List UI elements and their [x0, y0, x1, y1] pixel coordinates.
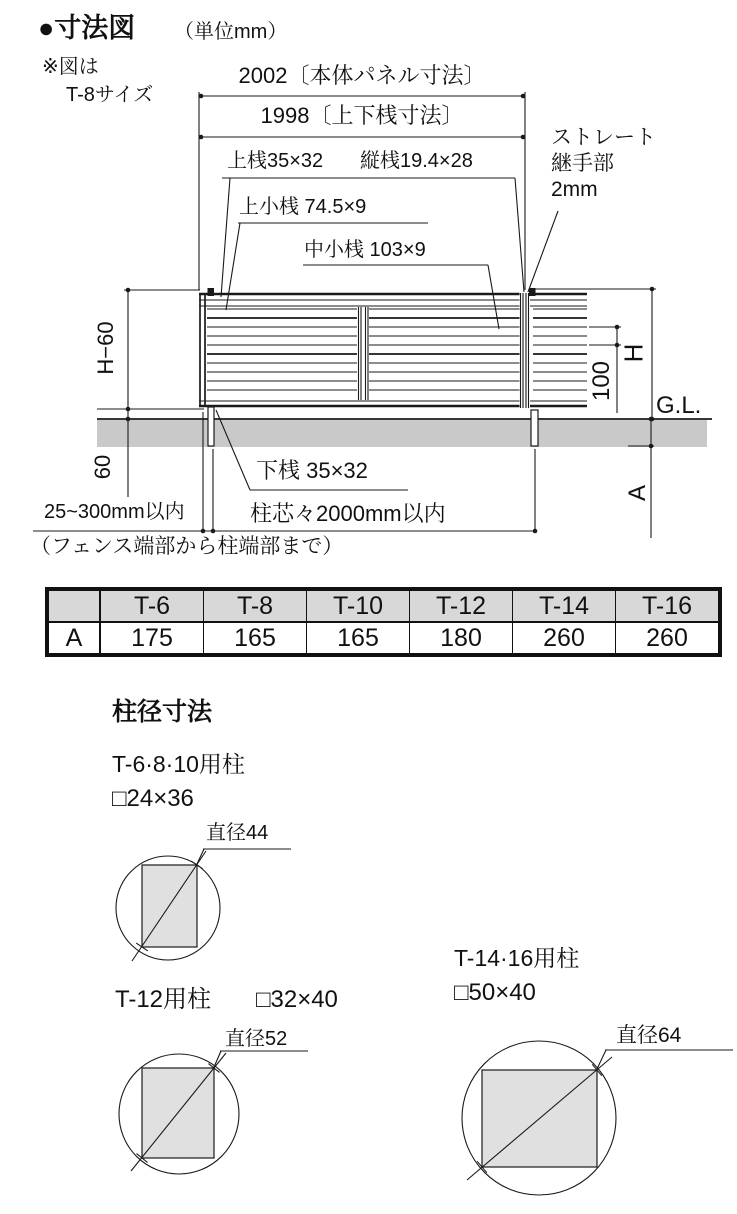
post-figure-large — [462, 1041, 733, 1195]
table-header-row — [47, 589, 720, 622]
table-value-t10: 165 — [307, 622, 410, 655]
table-header-t6: T-6 — [100, 589, 204, 622]
dim-60: 60 — [89, 454, 115, 480]
ground-band — [97, 419, 712, 447]
fence-slats-right — [533, 309, 587, 390]
dim-panel-width: 2002〔本体パネル寸法〕 — [238, 63, 486, 88]
left-post-underground — [208, 407, 214, 446]
table-header-t12: T-12 — [410, 589, 513, 622]
unit-note: （単位mm） — [174, 21, 288, 43]
dim-rail-width: 1998〔上下桟寸法〕 — [260, 103, 464, 128]
post3-label: T-14·16用柱 — [454, 945, 580, 971]
label-bottom-rail: 下桟 35×32 — [256, 458, 368, 483]
table-value-t16: 260 — [616, 622, 721, 655]
table-header-t8: T-8 — [204, 589, 307, 622]
left-post-cap — [208, 288, 215, 296]
post2-size: □32×40 — [256, 986, 338, 1013]
post1-size: □24×36 — [112, 785, 194, 812]
dim-edge-range: 25~300mm以内 — [44, 501, 185, 523]
table-row-label: A — [47, 622, 100, 655]
size-note-line1: ※図は — [42, 56, 99, 78]
label-joint-line1: ストレート — [551, 126, 656, 149]
label-joint-gap: 2mm — [551, 178, 598, 201]
table-value-t8: 165 — [204, 622, 307, 655]
right-post-cap — [529, 288, 536, 296]
post2-diameter: 直径52 — [225, 1028, 288, 1050]
dim-post-pitch: 柱芯々2000mm以内 — [250, 501, 446, 526]
dim-100: 100 — [587, 360, 615, 402]
table-value-t14: 260 — [513, 622, 616, 655]
post1-label: T-6·8·10用柱 — [112, 751, 245, 777]
table-header-t14: T-14 — [513, 589, 616, 622]
middle-vertical-rail — [357, 307, 369, 400]
label-upper-small-rail: 上小桟 74.5×9 — [239, 196, 367, 218]
size-note-line2: T-8サイズ — [66, 84, 154, 106]
size-spec-table — [45, 587, 722, 657]
dim-a: A — [623, 484, 651, 502]
label-middle-small-rail: 中小桟 103×9 — [304, 239, 426, 261]
post3-diameter: 直径64 — [616, 1024, 682, 1047]
table-value-t6: 175 — [100, 622, 204, 655]
left-vertical-rail — [200, 293, 205, 406]
post2-label: T-12用柱 — [115, 986, 212, 1013]
dim-h: H — [618, 343, 649, 363]
label-joint-line2: 継手部 — [551, 152, 614, 175]
post-section-title: 柱径寸法 — [112, 698, 213, 726]
straight-joint — [520, 292, 530, 409]
page-title: ●寸法図 — [38, 13, 136, 43]
table-header-empty — [47, 589, 100, 622]
label-top-rail: 上桟35×32 — [227, 150, 324, 172]
post1-diameter: 直径44 — [206, 822, 269, 844]
post3-size: □50×40 — [454, 979, 536, 1006]
note-edge-definition: （フェンス端部から柱端部まで） — [30, 535, 344, 558]
label-vertical-rail: 縦桟19.4×28 — [360, 150, 473, 172]
table-row-a — [47, 622, 720, 655]
label-ground-level: G.L. — [656, 392, 702, 419]
table-header-t16: T-16 — [616, 589, 721, 622]
right-post-underground — [531, 410, 538, 446]
dim-h-minus-60: H−60 — [92, 321, 118, 375]
table-header-t10: T-10 — [307, 589, 410, 622]
post-figure-medium — [119, 1051, 308, 1174]
table-value-t12: 180 — [410, 622, 513, 655]
post-figure-small — [116, 849, 291, 961]
